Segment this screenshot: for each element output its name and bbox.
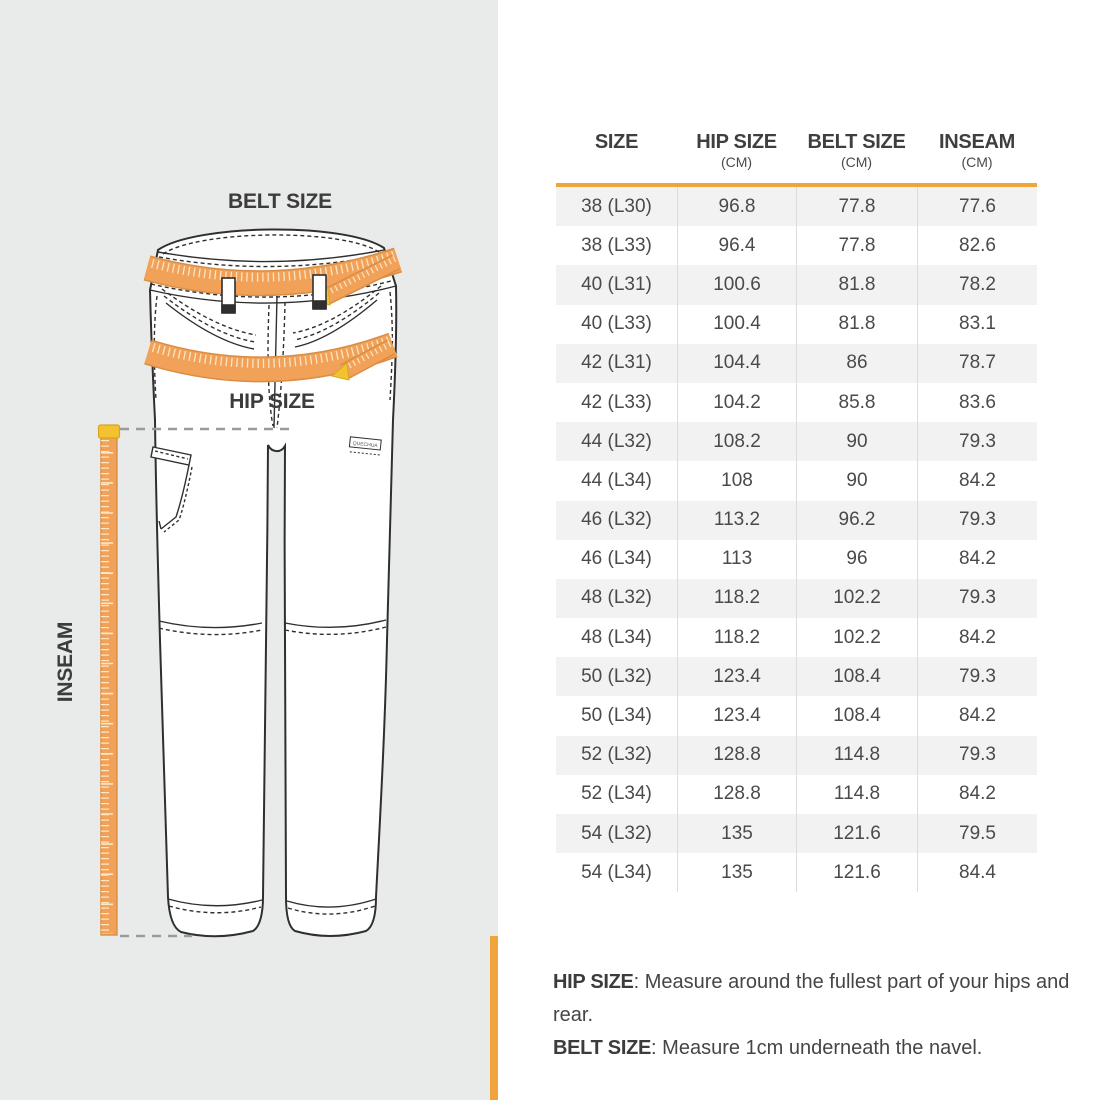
table-row bbox=[556, 226, 1037, 265]
cell-size: 38 (L33) bbox=[581, 234, 652, 256]
table-row bbox=[556, 305, 1037, 344]
cell-belt: 81.8 bbox=[796, 265, 917, 304]
cell-hip: 118.2 bbox=[677, 618, 796, 657]
table-row bbox=[556, 461, 1037, 500]
gold-accent-bar bbox=[490, 936, 498, 1100]
cell-hip: 128.8 bbox=[677, 736, 796, 775]
cell-inseam: 83.1 bbox=[917, 305, 1037, 344]
cell-size: 44 (L34) bbox=[581, 469, 652, 491]
hip-size-note-text: : Measure around the fullest part of your hips and rear. bbox=[553, 971, 1070, 1026]
table-row bbox=[556, 501, 1037, 540]
cell-inseam: 78.7 bbox=[917, 344, 1037, 383]
cell-hip: 104.2 bbox=[677, 383, 796, 422]
cell-inseam: 83.6 bbox=[917, 383, 1037, 422]
cell-size: 38 (L30) bbox=[581, 195, 652, 217]
size-table bbox=[556, 131, 1037, 892]
cell-belt: 96.2 bbox=[796, 501, 917, 540]
hip-size-note-term: HIP SIZE bbox=[553, 971, 634, 993]
column-header-inseam: INSEAM (CM) bbox=[939, 131, 1015, 170]
cell-hip: 118.2 bbox=[677, 579, 796, 618]
cell-inseam: 82.6 bbox=[917, 226, 1037, 265]
column-header-belt-size: BELT SIZE (CM) bbox=[807, 131, 906, 170]
svg-text:QUECHUA: QUECHUA bbox=[352, 440, 378, 450]
table-row bbox=[556, 383, 1037, 422]
cell-belt: 102.2 bbox=[796, 618, 917, 657]
cell-hip: 108 bbox=[677, 461, 796, 500]
cell-size: 46 (L34) bbox=[581, 548, 652, 570]
cell-inseam: 84.4 bbox=[917, 853, 1037, 892]
table-row bbox=[556, 853, 1037, 892]
table-row bbox=[556, 265, 1037, 304]
inseam-tape bbox=[99, 425, 120, 935]
cell-belt: 77.8 bbox=[796, 187, 917, 226]
cell-hip: 96.8 bbox=[677, 187, 796, 226]
cell-size: 50 (L32) bbox=[581, 665, 652, 687]
belt-size-diagram-label: BELT SIZE bbox=[228, 190, 332, 213]
cell-size: 50 (L34) bbox=[581, 705, 652, 727]
cell-inseam: 84.2 bbox=[917, 461, 1037, 500]
table-row bbox=[556, 540, 1037, 579]
cell-belt: 121.6 bbox=[796, 814, 917, 853]
cell-belt: 114.8 bbox=[796, 736, 917, 775]
cell-belt: 108.4 bbox=[796, 696, 917, 735]
table-row bbox=[556, 579, 1037, 618]
size-table-header bbox=[556, 131, 1037, 171]
cell-size: 48 (L32) bbox=[581, 587, 652, 609]
cell-inseam: 79.3 bbox=[917, 657, 1037, 696]
cell-belt: 81.8 bbox=[796, 305, 917, 344]
size-table-body bbox=[556, 187, 1037, 892]
table-row bbox=[556, 344, 1037, 383]
cell-hip: 123.4 bbox=[677, 657, 796, 696]
cell-hip: 123.4 bbox=[677, 696, 796, 735]
cell-belt: 108.4 bbox=[796, 657, 917, 696]
cell-hip: 135 bbox=[677, 814, 796, 853]
cell-inseam: 84.2 bbox=[917, 618, 1037, 657]
belt-size-note bbox=[553, 1032, 1100, 1065]
inseam-diagram-label: INSEAM bbox=[54, 621, 77, 703]
cell-inseam: 77.6 bbox=[917, 187, 1037, 226]
cell-hip: 113.2 bbox=[677, 501, 796, 540]
measurement-diagram-panel bbox=[0, 0, 498, 1100]
cell-inseam: 79.5 bbox=[917, 814, 1037, 853]
cell-inseam: 78.2 bbox=[917, 265, 1037, 304]
cell-hip: 100.4 bbox=[677, 305, 796, 344]
cell-size: 42 (L31) bbox=[581, 352, 652, 374]
cell-size: 46 (L32) bbox=[581, 509, 652, 531]
belt-size-note-term: BELT SIZE bbox=[553, 1037, 652, 1059]
cell-belt: 77.8 bbox=[796, 226, 917, 265]
cell-belt: 85.8 bbox=[796, 383, 917, 422]
cell-hip: 100.6 bbox=[677, 265, 796, 304]
hip-size-diagram-label: HIP SIZE bbox=[229, 390, 315, 413]
cell-size: 54 (L32) bbox=[581, 822, 652, 844]
cell-belt: 102.2 bbox=[796, 579, 917, 618]
table-row bbox=[556, 422, 1037, 461]
cell-size: 42 (L33) bbox=[581, 391, 652, 413]
cell-hip: 128.8 bbox=[677, 775, 796, 814]
cell-inseam: 84.2 bbox=[917, 696, 1037, 735]
cell-inseam: 79.3 bbox=[917, 579, 1037, 618]
table-row bbox=[556, 618, 1037, 657]
hip-size-note bbox=[553, 966, 1100, 1032]
cell-size: 44 (L32) bbox=[581, 430, 652, 452]
cell-inseam: 84.2 bbox=[917, 775, 1037, 814]
tape-end-cap bbox=[99, 425, 120, 438]
cell-hip: 96.4 bbox=[677, 226, 796, 265]
cell-hip: 108.2 bbox=[677, 422, 796, 461]
cell-size: 40 (L33) bbox=[581, 313, 652, 335]
cell-size: 40 (L31) bbox=[581, 273, 652, 295]
cell-inseam: 79.3 bbox=[917, 501, 1037, 540]
cell-belt: 121.6 bbox=[796, 853, 917, 892]
cell-belt: 90 bbox=[796, 461, 917, 500]
column-header-size: SIZE bbox=[594, 131, 639, 153]
table-row bbox=[556, 814, 1037, 853]
cell-hip: 104.4 bbox=[677, 344, 796, 383]
pants-outline bbox=[150, 229, 396, 936]
cell-inseam: 79.3 bbox=[917, 422, 1037, 461]
cell-inseam: 79.3 bbox=[917, 736, 1037, 775]
cell-size: 54 (L34) bbox=[581, 861, 652, 883]
cell-size: 52 (L32) bbox=[581, 744, 652, 766]
belt-size-note-text: : Measure 1cm underneath the navel. bbox=[651, 1037, 983, 1059]
cell-hip: 135 bbox=[677, 853, 796, 892]
cell-belt: 86 bbox=[796, 344, 917, 383]
cell-inseam: 84.2 bbox=[917, 540, 1037, 579]
cell-size: 52 (L34) bbox=[581, 783, 652, 805]
cell-belt: 90 bbox=[796, 422, 917, 461]
cell-size: 48 (L34) bbox=[581, 626, 652, 648]
cell-belt: 114.8 bbox=[796, 775, 917, 814]
cell-hip: 113 bbox=[677, 540, 796, 579]
table-row bbox=[556, 736, 1037, 775]
table-row bbox=[556, 657, 1037, 696]
column-header-hip-size: HIP SIZE (CM) bbox=[696, 131, 777, 170]
table-row bbox=[556, 696, 1037, 735]
table-row bbox=[556, 187, 1037, 226]
table-row bbox=[556, 775, 1037, 814]
measurement-notes bbox=[553, 966, 1100, 1065]
cell-belt: 96 bbox=[796, 540, 917, 579]
pants-diagram bbox=[0, 0, 498, 1100]
